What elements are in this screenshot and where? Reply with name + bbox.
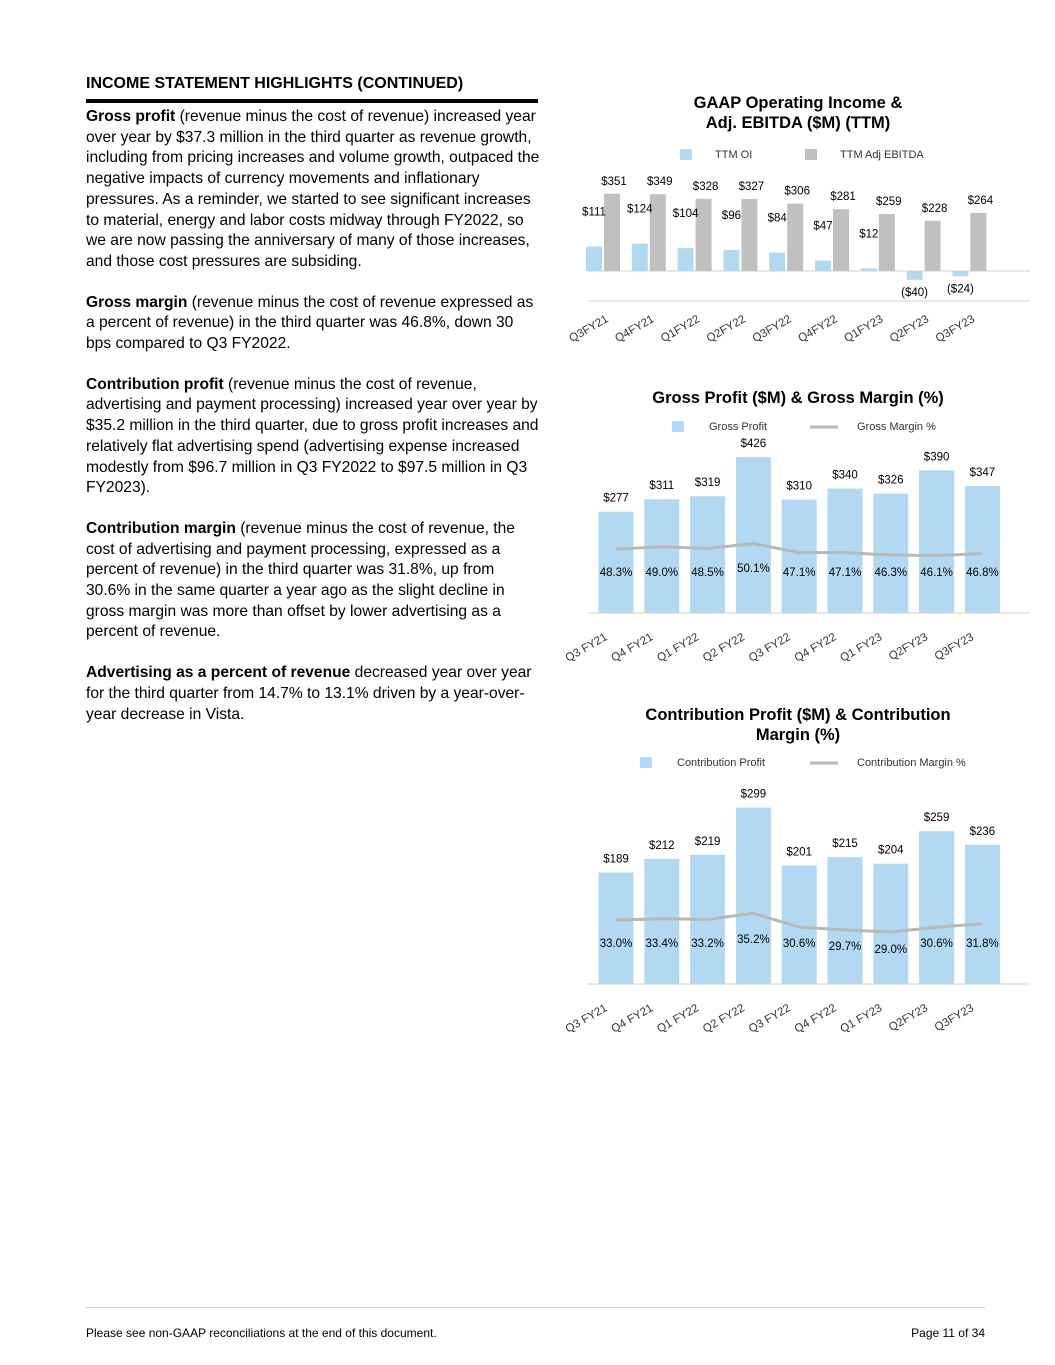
bar-ttm-oi (769, 253, 785, 271)
tick-label: Q3 FY22 (746, 1002, 793, 1036)
legend-label: Gross Margin % (857, 421, 936, 433)
data-label-profit: $347 (969, 466, 996, 479)
data-label-margin: 47.1% (828, 567, 862, 579)
bar-profit (919, 470, 954, 613)
data-label-profit: $390 (923, 451, 950, 464)
bar-ttm-adj-ebitda (833, 209, 849, 271)
data-label-margin: 33.4% (645, 938, 679, 950)
data-label-profit: $310 (786, 480, 812, 493)
bar-profit (599, 872, 634, 984)
data-label-margin: 30.6% (782, 938, 816, 950)
tick-label: Q2 FY22 (701, 631, 747, 665)
data-label-margin: 47.1% (782, 567, 816, 579)
bar-profit (599, 512, 634, 613)
tick-label: Q3FY23 (933, 313, 977, 346)
data-label-profit: $259 (923, 812, 950, 825)
data-label-margin: 49.0% (645, 567, 679, 579)
chart-operating-income-svg (560, 88, 1030, 358)
bar-ttm-adj-ebitda (604, 194, 620, 271)
bar-ttm-oi (723, 250, 739, 271)
tick-label: Q1 FY22 (655, 631, 702, 665)
data-label-margin: 46.3% (874, 567, 908, 579)
tick-label: Q3FY22 (750, 313, 794, 346)
data-label-ttm-adj-ebitda: $327 (738, 181, 765, 194)
data-label-margin: 46.1% (920, 567, 953, 579)
tick-label: Q4 FY22 (792, 1002, 839, 1036)
paragraph (86, 663, 541, 725)
data-label-profit: $204 (878, 844, 904, 857)
data-label-profit: $212 (649, 839, 675, 852)
data-label-margin: 50.1% (737, 563, 770, 575)
data-label-ttm-adj-ebitda: $264 (967, 194, 994, 207)
tick-label: Q1 FY23 (838, 1002, 885, 1036)
bar-ttm-oi (678, 248, 694, 271)
legend-swatch (805, 149, 817, 160)
paragraph-body: decreased year over year for the third quarter from 14.7% to 13.1% driven by a year-over-year decrease in Vista. (86, 664, 532, 723)
chart-contribution-profit (560, 700, 1030, 1040)
data-label-ttm-oi: $12 (859, 228, 879, 241)
paragraph (86, 107, 541, 273)
data-label-margin: 48.3% (599, 567, 633, 579)
bar-profit (736, 457, 771, 613)
page-number: Page 11 of 34 (911, 1326, 985, 1340)
tick-label: Q3 FY22 (746, 631, 793, 665)
chart-operating-income (560, 88, 1030, 358)
legend-label: Contribution Profit (677, 757, 766, 769)
data-label-ttm-adj-ebitda: $351 (601, 175, 627, 188)
data-label-profit: $299 (740, 788, 767, 801)
data-label-profit: $277 (603, 492, 629, 505)
paragraph-lead: Contribution profit (86, 375, 224, 393)
data-label-profit: $319 (694, 477, 721, 490)
data-label-ttm-adj-ebitda: $306 (784, 185, 810, 198)
data-label-profit: $426 (740, 438, 767, 451)
chart-title: Margin (%) (755, 726, 841, 744)
data-label-margin: 31.8% (966, 938, 999, 950)
paragraph-lead: Contribution margin (86, 519, 236, 537)
tick-label: Q2 FY22 (701, 1002, 747, 1036)
bar-ttm-adj-ebitda (970, 213, 986, 271)
bar-profit (690, 496, 725, 613)
data-label-margin: 46.8% (966, 567, 999, 579)
tick-label: Q2FY23 (887, 1002, 931, 1035)
chart-gross-profit-svg (560, 383, 1030, 668)
data-label-profit: $340 (832, 469, 858, 482)
tick-label: Q3FY21 (567, 313, 611, 346)
data-label-margin: 33.2% (691, 938, 724, 950)
data-label-profit: $236 (969, 825, 996, 838)
tick-label: Q2FY23 (887, 631, 931, 664)
data-label-margin: 48.5% (691, 567, 724, 579)
paragraph-body: (revenue minus the cost of revenue) increased year over year by $37.3 million in the third quarter as revenue growth, including from pricing increases and volume growth, outpaced the negative impacts of currency movements and inflationary pressures. As a reminder, we started to see significant increases to material, energy and labor costs midway through FY2022, so we are now passing the anniversary of many of those increases, and those cost pressures are subsiding. (86, 108, 540, 270)
data-label-margin: 30.6% (920, 938, 953, 950)
tick-label: Q3 FY21 (563, 631, 610, 665)
body-text (86, 107, 541, 745)
tick-label: Q1FY22 (659, 313, 703, 346)
data-label-ttm-oi: $47 (813, 220, 833, 233)
bar-ttm-adj-ebitda (925, 221, 941, 271)
bar-ttm-adj-ebitda (741, 199, 757, 271)
data-label-ttm-oi: $104 (672, 208, 699, 221)
legend-label: Contribution Margin % (857, 757, 966, 769)
tick-label: Q4 FY21 (609, 1002, 656, 1036)
data-label-profit: $311 (649, 480, 675, 493)
data-label-ttm-oi: $111 (582, 206, 606, 219)
tick-label: Q3FY23 (932, 631, 976, 664)
data-label-ttm-oi: $96 (721, 209, 741, 222)
data-label-profit: $219 (694, 835, 721, 848)
tick-label: Q1 FY23 (838, 631, 885, 665)
bar-profit (828, 489, 863, 613)
footer-note: Please see non-GAAP reconciliations at the end of this document. (86, 1326, 437, 1340)
bar-profit (782, 500, 817, 613)
bar-ttm-oi (952, 271, 968, 276)
bar-profit (965, 845, 1000, 984)
bar-profit (965, 486, 1000, 613)
data-label-margin: 29.7% (828, 941, 862, 953)
paragraph-lead: Advertising as a percent of revenue (86, 664, 351, 682)
bar-profit (828, 857, 863, 984)
paragraph (86, 519, 541, 643)
data-label-margin: 33.0% (599, 938, 633, 950)
tick-label: Q3FY23 (932, 1002, 976, 1035)
bar-ttm-oi (632, 244, 648, 271)
bar-ttm-oi (907, 271, 923, 280)
data-label-profit: $201 (786, 846, 812, 859)
legend-label: Gross Profit (709, 421, 768, 433)
bar-ttm-adj-ebitda (787, 204, 803, 271)
paragraph-lead: Gross margin (86, 293, 188, 311)
tick-label: Q4 FY22 (792, 631, 839, 665)
data-label-ttm-oi: $124 (627, 203, 653, 216)
tick-label: Q4FY21 (613, 313, 657, 346)
paragraph (86, 375, 541, 499)
paragraph-lead: Gross profit (86, 108, 176, 125)
chart-title: GAAP Operating Income & (693, 94, 903, 112)
data-label-ttm-adj-ebitda: $281 (830, 191, 856, 204)
bar-ttm-oi (586, 247, 602, 271)
tick-label: Q4 FY21 (609, 631, 656, 665)
footer-divider (86, 1307, 985, 1308)
tick-label: Q4FY22 (796, 313, 840, 346)
bar-ttm-adj-ebitda (879, 214, 895, 271)
paragraph-body: (revenue minus the cost of revenue, the cost of advertising and payment processing, expressed as a percent of revenue) in the third quarter was 31.8%, up from 30.6% in the same quarter a year ago as the slight decline in gross margin was more than offset by lower advertising as a percent of revenue. (86, 519, 515, 641)
data-label-profit: $326 (878, 474, 904, 487)
legend-swatch (672, 421, 684, 432)
data-label-ttm-adj-ebitda: $349 (647, 176, 673, 189)
data-label-margin: 35.2% (737, 934, 770, 946)
chart-title: Gross Profit ($M) & Gross Margin (%) (652, 389, 944, 407)
legend-label: TTM Adj EBITDA (840, 149, 924, 161)
bar-profit (736, 808, 771, 984)
data-label-ttm-adj-ebitda: $328 (692, 180, 719, 193)
data-label-profit: $215 (832, 838, 858, 851)
chart-title: Adj. EBITDA ($M) (TTM) (705, 114, 891, 132)
data-label-profit: $189 (603, 853, 629, 866)
data-label-ttm-adj-ebitda: $259 (876, 196, 902, 209)
bar-profit (873, 864, 908, 984)
legend-swatch (640, 757, 652, 768)
bar-ttm-oi (815, 261, 831, 271)
data-label-ttm-oi: ($24) (946, 283, 974, 296)
chart-gross-profit (560, 383, 1030, 668)
data-label-ttm-adj-ebitda: $228 (921, 202, 948, 215)
paragraph-body: (revenue minus the cost of revenue expressed as a percent of revenue) in the third quarter was 46.8%, down 30 bps compared to Q3 FY2022. (86, 293, 534, 353)
section-title: INCOME STATEMENT HIGHLIGHTS (CONTINUED) (86, 75, 538, 103)
chart-title: Contribution Profit ($M) & Contribution (645, 706, 951, 724)
data-label-ttm-oi: $84 (767, 212, 787, 225)
bar-ttm-oi (861, 268, 877, 271)
tick-label: Q1FY23 (842, 313, 886, 346)
paragraph-body: (revenue minus the cost of revenue, advertising and payment processing) increased year over year by $35.2 million in the third quarter, due to gross profit increases and relatively flat advertising spend (advertising expense increased modestly from $96.7 million in Q3 FY2022 to $97.5 million in Q3 FY2023). (86, 375, 539, 497)
bar-profit (644, 859, 679, 984)
tick-label: Q3 FY21 (563, 1002, 610, 1036)
data-label-ttm-oi: ($40) (901, 286, 929, 299)
legend-label: TTM OI (715, 149, 753, 161)
bar-profit (919, 831, 954, 984)
paragraph (86, 293, 541, 355)
tick-label: Q2FY22 (704, 313, 748, 346)
tick-label: Q2FY23 (888, 313, 932, 346)
chart-contribution-profit-svg (560, 700, 1030, 1040)
tick-label: Q1 FY22 (655, 1002, 702, 1036)
data-label-margin: 29.0% (874, 944, 908, 956)
legend-swatch (680, 149, 692, 160)
bar-profit (644, 499, 679, 613)
